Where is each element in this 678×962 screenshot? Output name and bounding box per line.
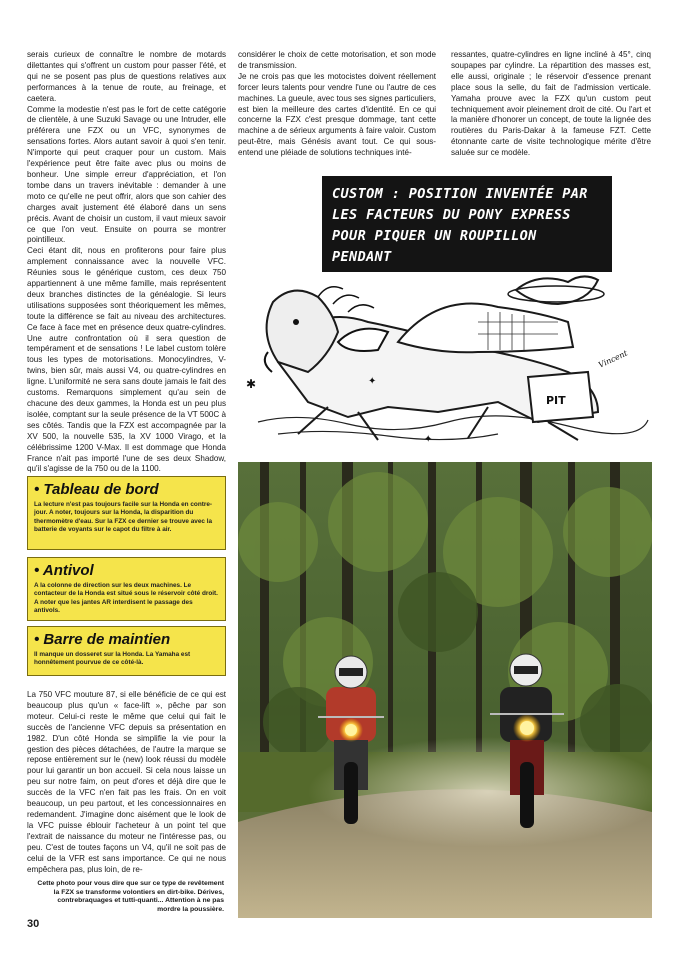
info-box-grab-rail <box>27 626 226 676</box>
svg-text:✱: ✱ <box>246 377 257 391</box>
paragraph: Comme la modestie n'est pas le fort de cette catégorie de clientèle, à une Suzuki Savage ou une Intruder, elle préférera une FZX ou un VFC, synonymes de sensations fortes. Alors autant savoir à quoi s'en tenir. N'importe qui peut craquer pour un custom. Mais l'expérience peut être faite avec plus ou moins de bonheur. Une simple erreur d'appréciation, et l'on tombe dans un travers inévitable : demander à une moto ce qu'elle ne peut offrir, alors que son cahier des charges avait justement été élaboré dans un sens précis. Avant de choisir un custom, il vaut mieux savoir ce que l'on veut. Ensuite on pourra se montrer pointilleux. <box>27 104 226 245</box>
caption-line: 200 OU 300 BORNES... <box>332 270 503 286</box>
svg-text:✦: ✦ <box>424 434 433 445</box>
photo-caption: Cette photo pour vous dire que sur ce type de revêtement la FZX se transforme volontiers en dirt-bike. Dérives, contrebraquages et tutti-quanti... Attention à ne pas mordre la poussière. <box>37 880 224 913</box>
page-number: 30 <box>27 918 40 930</box>
paragraph: La 750 VFC mouture 87, si elle bénéficie de ce qui est beaucoup plus qu'un « face-lift », pêche par son moteur. Celui-ci reste le même que celui qui fait le succès de l'ancienne VFC depuis sa présentation en 1982. D'un côté Honda se simplifie la vie pour la gestion des pièces détachées, de l'autre la marque se repose entièrement sur le (new) look réussi du modèle pour lui garantir un bon accueil. Si cela nous laisse un peu sur notre faim, on peut d'ores et déjà dire que le succès de la VFC n'en fait pas les frais. On en voit beaucoup, un peu partout, et les concessionnaires en redemandent. J'imagine donc aisément que le look de la VFC puisse éblouir l'acheteur à un point tel que l'extrait de naissance du moteur ne l'intéresse pas, ou peu. C'est de toutes façons un V4, qu'il ne soit pas de celui de la VFR est sans importance. Ce qui ne nous empêchera pas, plus loin, de re- <box>27 690 226 874</box>
paragraph: Je ne crois pas que les motocistes doivent réellement forcer leurs talents pour vendre l'une ou l'autre de ces machines. La gueule, avec tous ses signes particuliers, est bien la meilleure des cartes d'identité. En ce qui concerne la FZX c'est presque dommage, tant cette machine a de sérieux arguments à faire valoir. Custom peut-être, mais Génésis avant tout. Ce qui sous-entend une pléiade de solutions techniques inté- <box>238 71 436 158</box>
box-title: • Antivol <box>34 562 94 579</box>
motorcycles-photo <box>238 462 652 918</box>
info-box-dashboard <box>27 476 226 550</box>
info-box-antitheft <box>27 557 226 621</box>
box-title: • Tableau de bord <box>34 481 159 498</box>
box-text: A la colonne de direction sur les deux machines. Le contacteur de la Honda est situé sous le réservoir côté droit. A noter que les jantes AR interdisent le passage des antivols. <box>34 582 218 615</box>
bag-label: PIT <box>546 394 566 407</box>
cartoon-signature: Vincent <box>597 348 629 370</box>
box-text: La lecture n'est pas toujours facile sur la Honda en contre-jour. A noter, toujours sur la Honda, la disparition du thermomètre d'eau. Sur la FZX ce dernier se trouve avec la batterie de voyants sur le capot du filtre à air. <box>34 501 213 534</box>
paragraph: serais curieux de connaître le nombre de motards dilettantes qui s'offrent un custom pour passer l'été, et qui ne se posent pas plus de questions relatives aux performances à la tenue de route, au freinage, et caetera. <box>27 50 226 103</box>
article-column-3 <box>451 50 651 159</box>
article-column-bottom <box>27 690 226 875</box>
paragraph: Ceci étant dit, nous en profiterons pour faire plus amplement connaissance avec la nouvelle VFC. Réunies sous le générique custom, ces deux 750 appartiennent à une même famille, mais représentent deux branches distinctes de la généalogie. Si leurs utilisations supposées sont théoriquement les mêmes, toute la différence se fait au niveau des architectures. Ce face à face met en présence deux quatre-cylindres. Une autre confrontation où il sera question de tempérament et de sensations ! Le label custom tolère tous les types de motorisations. Monocylindres, V-twins, bien sûr, mais aussi V4, ou quatre-cylindres en ligne. L'uniformité ne sera sans doute jamais le fait des customs. Remarquons simplement qu'au sein de chacune des deux gammes, la Honda est un peu plus isolée, comptant sur la seule présence de la VT 500C à ses côtés. Tandis que la FZX est accompagnée par la XV 500, la nouvelle 535, la XV 1000 Virago, et la célébrissime 1200 V-Max. Il est dommage que Honda France n'ait pas importé l'une de ses deux Shadow, qu'il s'agisse de la 750 ou de la 1100. <box>27 246 226 474</box>
caption-line: LES FACTEURS DU PONY EXPRESS <box>332 207 571 223</box>
caption-line: POUR PIQUER UN ROUPILLON PENDANT <box>332 228 537 265</box>
box-text: Il manque un dosseret sur la Honda. La Yamaha est honnêtement pourvue de ce côté-là. <box>34 651 191 667</box>
forest-motorcycles-image-icon <box>238 462 652 918</box>
paragraph: ressantes, quatre-cylindres en ligne incliné à 45°, cinq soupapes par cylindre. La répartition des masses est, elle aussi, originale ; le réservoir d'essence prenant place sous la selle, du fait de l'admission verticale. Yamaha prouve avec la FZX qu'un custom peut techniquement avoir pleinement droit de cité. Ou l'art et la manière d'honorer un concept, de toute la lignée des routières du Paris-Dakar à la fameuse FZT. Cette étonnante carte de visite technologique mérite d'être saluée sur ce modèle. <box>451 50 651 158</box>
svg-text:✦: ✦ <box>368 376 377 387</box>
article-column-1 <box>27 50 226 475</box>
paragraph: considérer le choix de cette motorisation, et son mode de transmission. <box>238 50 436 70</box>
box-title: • Barre de maintien <box>34 631 171 648</box>
cartoon-caption <box>322 176 612 286</box>
caption-line: CUSTOM : POSITION INVENTÉE PAR <box>332 186 588 202</box>
article-column-2 <box>238 50 436 159</box>
